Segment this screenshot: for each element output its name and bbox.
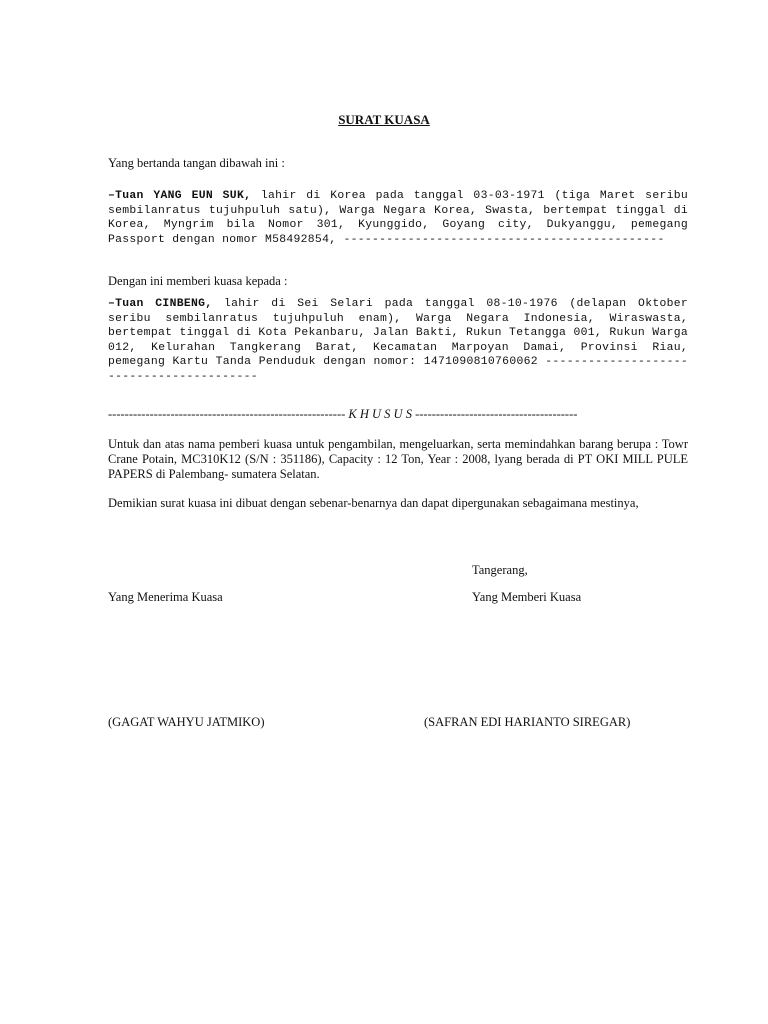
khusus-left-dashes: --------------------------------------------------------- [108, 407, 346, 421]
grantee-details: lahir di Sei Selari pada tanggal 08-10-1976 (delapan Oktober seribu sembilanratus tujuhpuluh enam), Warga Negara Indonesia, Wiraswasta, bertempat tinggal di Kota Pekanbaru, Jalan Bakti, Rukun Tetangga 001, Rukun Warga 012, Kelurahan Tangkerang Barat, Kecamatan Marpoyan Damai, Provinsi Riau, pemegang Kartu Tanda Penduduk dengan nomor: 1471090810760062 [108, 298, 689, 369]
grantee-paragraph [108, 297, 688, 385]
khusus-right-dashes: --------------------------------------- [415, 407, 578, 421]
purpose-paragraph: Untuk dan atas nama pemberi kuasa untuk pengambilan, mengeluarkan, serta memindahkan barang berupa : Towr Crane Potain, MC310K12 (S/N : 351186), Capacity : 12 Ton, Year : 2008, lyang berada di PT OKI MILL PULE PAPERS di Palembang- sumatera Selatan. [108, 437, 688, 481]
document-title: SURAT KUASA [338, 112, 430, 127]
intro-text: Yang bertanda tangan dibawah ini : [108, 156, 285, 170]
receiver-label: Yang Menerima Kuasa [108, 590, 223, 604]
grantee-dashes: ----------------------------------------- [108, 356, 688, 383]
grantor-paragraph [108, 189, 688, 247]
grant-line: Dengan ini memberi kuasa kepada : [108, 274, 288, 288]
khusus-divider [108, 407, 688, 422]
giver-name: (SAFRAN EDI HARIANTO SIREGAR) [424, 715, 631, 729]
grantor-dashes: --------------------------------------------- [343, 233, 665, 246]
grantee-name: –Tuan CINBENG, [108, 298, 213, 310]
place-label: Tangerang, [472, 563, 528, 577]
closing-paragraph: Demikian surat kuasa ini dibuat dengan sebenar-benarnya dan dapat dipergunakan sebagaimana mestinya, [108, 496, 639, 510]
khusus-label: K H U S U S [348, 407, 412, 421]
grantor-details: lahir di Korea pada tanggal 03-03-1971 (tiga Maret seribu sembilanratus tujuhpuluh satu), Warga Negara Korea, Swasta, bertempat tinggal di Korea, Myngrim bila Nomor 301, Kyunggido, Goyang city, Dukyanggu, pemegang Passport dengan nomor M58492854, [108, 190, 688, 246]
giver-label: Yang Memberi Kuasa [472, 590, 582, 604]
receiver-name: (GAGAT WAHYU JATMIKO) [108, 715, 265, 729]
grantor-name: –Tuan YANG EUN SUK, [108, 190, 252, 202]
